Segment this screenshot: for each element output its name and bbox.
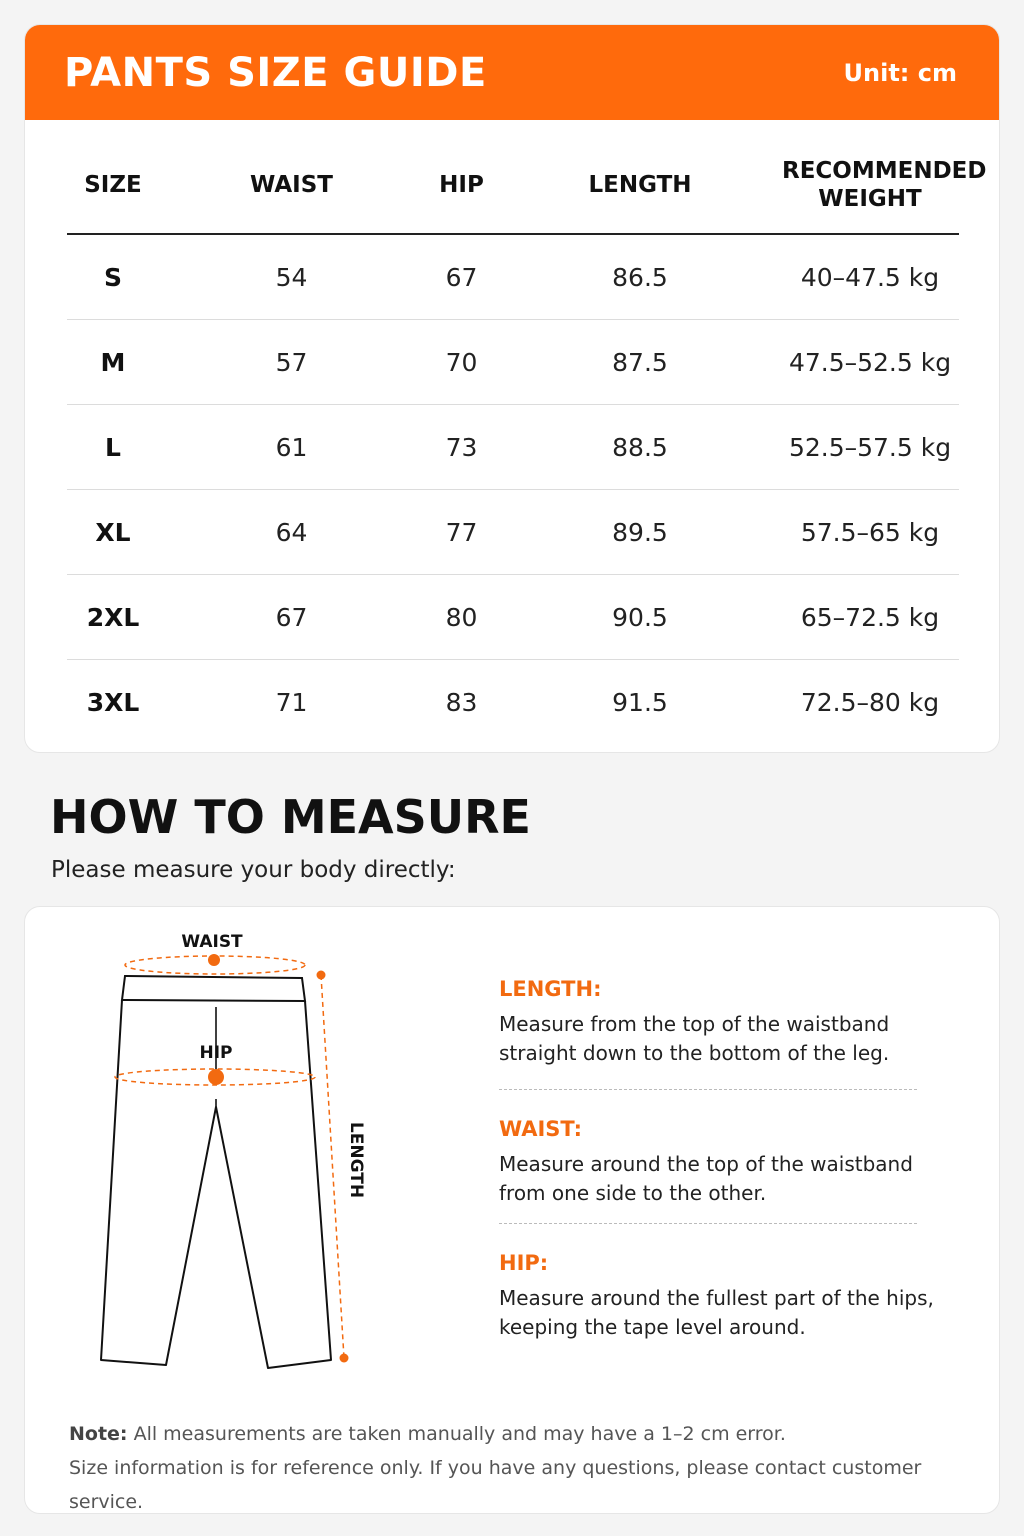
table-row	[67, 405, 959, 490]
hip-instruction	[499, 1251, 939, 1342]
size-cell: L	[67, 405, 159, 490]
hip-instruction-line1: Measure around the fullest part of the hips,	[499, 1286, 934, 1310]
length-bottom-dot	[340, 1354, 349, 1363]
waist-instruction-label: WAIST:	[499, 1117, 582, 1141]
waist-cell: 67	[159, 575, 424, 660]
how-to-measure-title: HOW TO MEASURE	[50, 790, 531, 844]
size-cell: 3XL	[86, 687, 140, 717]
length-instruction-line2: straight down to the bottom of the leg.	[499, 1041, 890, 1065]
hip-instruction-text	[499, 1284, 939, 1342]
waist-instruction-line2: from one side to the other.	[499, 1181, 767, 1205]
weight-cell: 65–72.5 kg	[781, 575, 959, 660]
length-cell: 88.5	[499, 405, 781, 490]
length-instruction-line1: Measure from the top of the waistband	[499, 1012, 890, 1036]
size-table	[67, 137, 987, 744]
hip-instruction-line2: keeping the tape level around.	[499, 1315, 806, 1339]
size-cell: M	[67, 320, 159, 405]
waist-instruction-text	[499, 1150, 919, 1208]
unit-label: Unit: cm	[843, 58, 957, 87]
length-instruction-label: LENGTH:	[499, 977, 602, 1001]
waist-diagram-label: WAIST	[181, 932, 243, 952]
length-measure-line	[321, 975, 344, 1358]
length-instruction	[499, 977, 919, 1068]
length-instruction-text	[499, 1010, 919, 1068]
length-cell: 89.5	[499, 490, 781, 575]
hip-marker-dot	[208, 1069, 224, 1085]
note	[69, 1417, 999, 1519]
table-row	[67, 320, 959, 405]
pants-waistband	[122, 976, 305, 1001]
weight-cell: 52.5–57.5 kg	[781, 405, 959, 490]
hip-cell: 80	[424, 575, 499, 660]
hip-cell: 77	[424, 490, 499, 575]
waist-cell: 64	[159, 490, 424, 575]
note-label: Note:	[69, 1423, 128, 1445]
waist-cell: 61	[159, 405, 424, 490]
page-title: PANTS SIZE GUIDE	[64, 49, 487, 96]
note-line2: Size information is for reference only. If you have any questions, please contact customer service.	[69, 1457, 922, 1513]
waist-cell: 57	[159, 320, 424, 405]
table-row	[67, 490, 959, 575]
col-header-hip: HIP	[424, 137, 499, 234]
waist-cell: 71	[275, 687, 308, 717]
col-header-waist: WAIST	[159, 137, 424, 234]
divider	[499, 1223, 917, 1224]
weight-cell: 72.5–80 kg	[800, 687, 940, 717]
waist-instruction-line1: Measure around the top of the waistband	[499, 1152, 913, 1176]
length-diagram-label: LENGTH	[346, 1121, 366, 1199]
hip-cell: 70	[424, 320, 499, 405]
pants-diagram	[95, 927, 395, 1377]
table-row	[67, 660, 959, 745]
weight-cell: 40–47.5 kg	[781, 234, 959, 320]
table-row	[67, 575, 959, 660]
hip-cell: 83	[445, 687, 478, 717]
weight-cell: 57.5–65 kg	[781, 490, 959, 575]
weight-cell: 47.5–52.5 kg	[781, 320, 959, 405]
waist-instruction	[499, 1117, 919, 1208]
size-cell: XL	[67, 490, 159, 575]
col-header-weight-line1: RECOMMENDED	[782, 158, 987, 184]
divider	[499, 1089, 917, 1090]
hip-instruction-label: HIP:	[499, 1251, 549, 1275]
length-top-dot	[317, 971, 326, 980]
hip-diagram-label: HIP	[199, 1043, 233, 1063]
how-to-measure-subtitle: Please measure your body directly:	[51, 857, 456, 883]
size-guide-header	[25, 25, 999, 120]
col-header-weight-line2: WEIGHT	[818, 186, 922, 212]
length-cell: 90.5	[499, 575, 781, 660]
length-cell: 87.5	[499, 320, 781, 405]
waist-cell: 54	[159, 234, 424, 320]
col-header-weight	[781, 137, 987, 234]
hip-cell: 73	[424, 405, 499, 490]
col-header-size: SIZE	[67, 137, 159, 234]
waist-marker-dot	[208, 954, 220, 966]
size-guide-card	[24, 24, 1000, 753]
hip-cell: 67	[424, 234, 499, 320]
note-line1: All measurements are taken manually and may have a 1–2 cm error.	[133, 1423, 786, 1445]
col-header-length: LENGTH	[499, 137, 781, 234]
measure-card	[24, 906, 1000, 1514]
size-cell: 2XL	[67, 575, 159, 660]
table-header-row	[67, 137, 959, 234]
length-cell: 91.5	[612, 687, 668, 717]
size-cell: S	[67, 234, 159, 320]
table-row	[67, 234, 959, 320]
length-cell: 86.5	[499, 234, 781, 320]
